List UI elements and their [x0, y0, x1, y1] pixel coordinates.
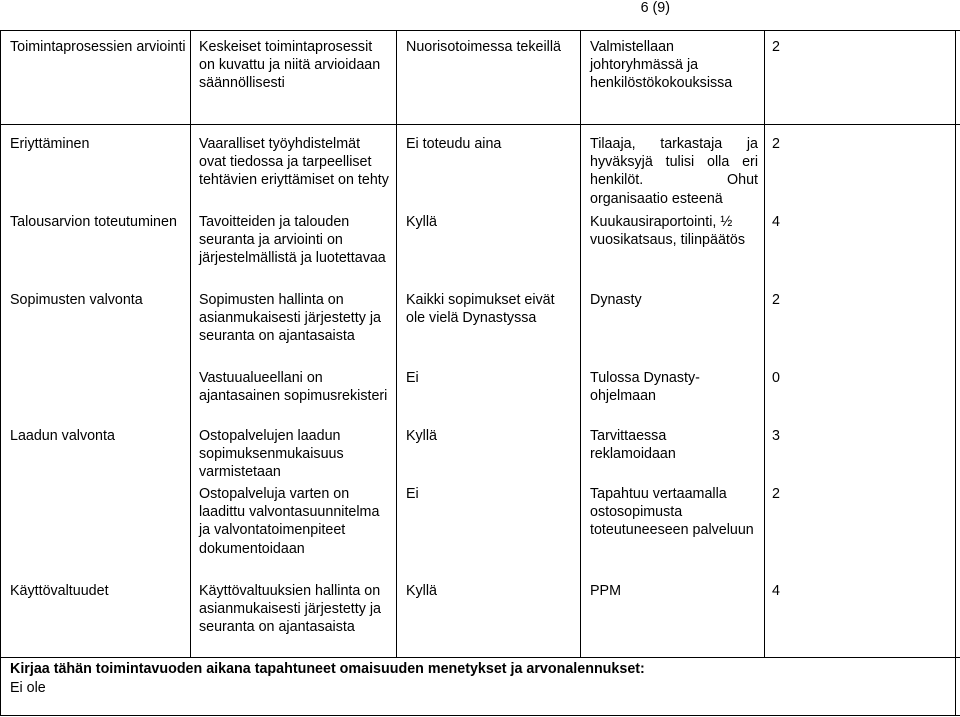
row-score: 2	[772, 486, 780, 502]
row-process: Eriyttäminen	[10, 136, 90, 152]
row-note: Tarvittaessa reklamoidaan	[590, 428, 676, 463]
row-note: Tapahtuu vertaamalla ostosopimusta toteutuneeseen palveluun	[590, 486, 754, 539]
header-score: 2	[772, 39, 780, 55]
row-note: Tulossa Dynasty-ohjelmaan	[590, 370, 700, 405]
column-divider-4	[764, 30, 765, 658]
row-status: Kyllä	[406, 214, 437, 230]
row-criterion: Käyttövaltuuksien hallinta on asianmukaisesti järjestetty ja seuranta on ajantasaista	[199, 583, 381, 636]
page-number: 6 (9)	[640, 0, 670, 16]
row-note: PPM	[590, 583, 621, 599]
header-criterion: Keskeiset toimintaprosessit on kuvattu ja niitä arvioidaan säännöllisesti	[199, 39, 381, 92]
column-divider-1	[190, 30, 191, 658]
column-divider-3	[580, 30, 581, 658]
row-status: Kyllä	[406, 428, 437, 444]
row-status: Ei	[406, 370, 419, 386]
row-criterion: Ostopalveluja varten on laadittu valvontasuunnitelma ja valvontatoimenpiteet dokumentoidaan	[199, 486, 380, 557]
row-score: 0	[772, 370, 780, 386]
row-criterion: Ostopalvelujen laadun sopimuksenmukaisuus varmistetaan	[199, 428, 344, 481]
table-border-top	[0, 30, 960, 31]
table-border-bottom	[0, 715, 960, 716]
row-process: Talousarvion toteutuminen	[10, 214, 177, 230]
table-border-right	[955, 30, 956, 716]
header-status: Nuorisotoimessa tekeillä	[406, 39, 561, 55]
row-criterion: Tavoitteiden ja talouden seuranta ja arviointi on järjestelmällistä ja luotettavaa	[199, 214, 386, 267]
row-process: Käyttövaltuudet	[10, 583, 109, 599]
row-process: Sopimusten valvonta	[10, 292, 143, 308]
table-border-notes	[0, 657, 960, 658]
header-note: Valmistellaan johtoryhmässä ja henkilöstökokouksissa	[590, 39, 733, 92]
column-divider-2	[396, 30, 397, 658]
notes-title: Kirjaa tähän toimintavuoden aikana tapahtuneet omaisuuden menetykset ja arvonalennukset:	[10, 661, 645, 677]
row-process: Laadun valvonta	[10, 428, 115, 444]
row-score: 2	[772, 292, 780, 308]
row-score: 2	[772, 136, 780, 152]
row-score: 4	[772, 583, 780, 599]
row-score: 4	[772, 214, 780, 230]
row-criterion: Vastuualueellani on ajantasainen sopimusrekisteri	[199, 370, 388, 405]
table-border-left	[0, 30, 1, 716]
row-criterion: Sopimusten hallinta on asianmukaisesti järjestetty ja seuranta on ajantasaista	[199, 292, 381, 345]
row-note: Dynasty	[590, 292, 642, 308]
row-status: Ei	[406, 486, 419, 502]
row-note: Kuukausiraportointi, ½ vuosikatsaus, tilinpäätös	[590, 214, 745, 249]
table-border-header	[0, 124, 960, 125]
header-process: Toimintaprosessien arviointi	[10, 39, 186, 55]
row-note: Tilaaja, tarkastaja ja hyväksyjä tulisi olla eri henkilöt. Ohut organisaatio esteenä	[590, 136, 758, 207]
row-status: Kaikki sopimukset eivät ole vielä Dynastyssa	[406, 292, 555, 327]
row-status: Kyllä	[406, 583, 437, 599]
notes-text: Ei ole	[10, 680, 46, 696]
row-status: Ei toteudu aina	[406, 136, 502, 152]
row-score: 3	[772, 428, 780, 444]
row-criterion: Vaaralliset työyhdistelmät ovat tiedossa ja tarpeelliset tehtävien eriyttämiset on tehty	[199, 136, 389, 189]
